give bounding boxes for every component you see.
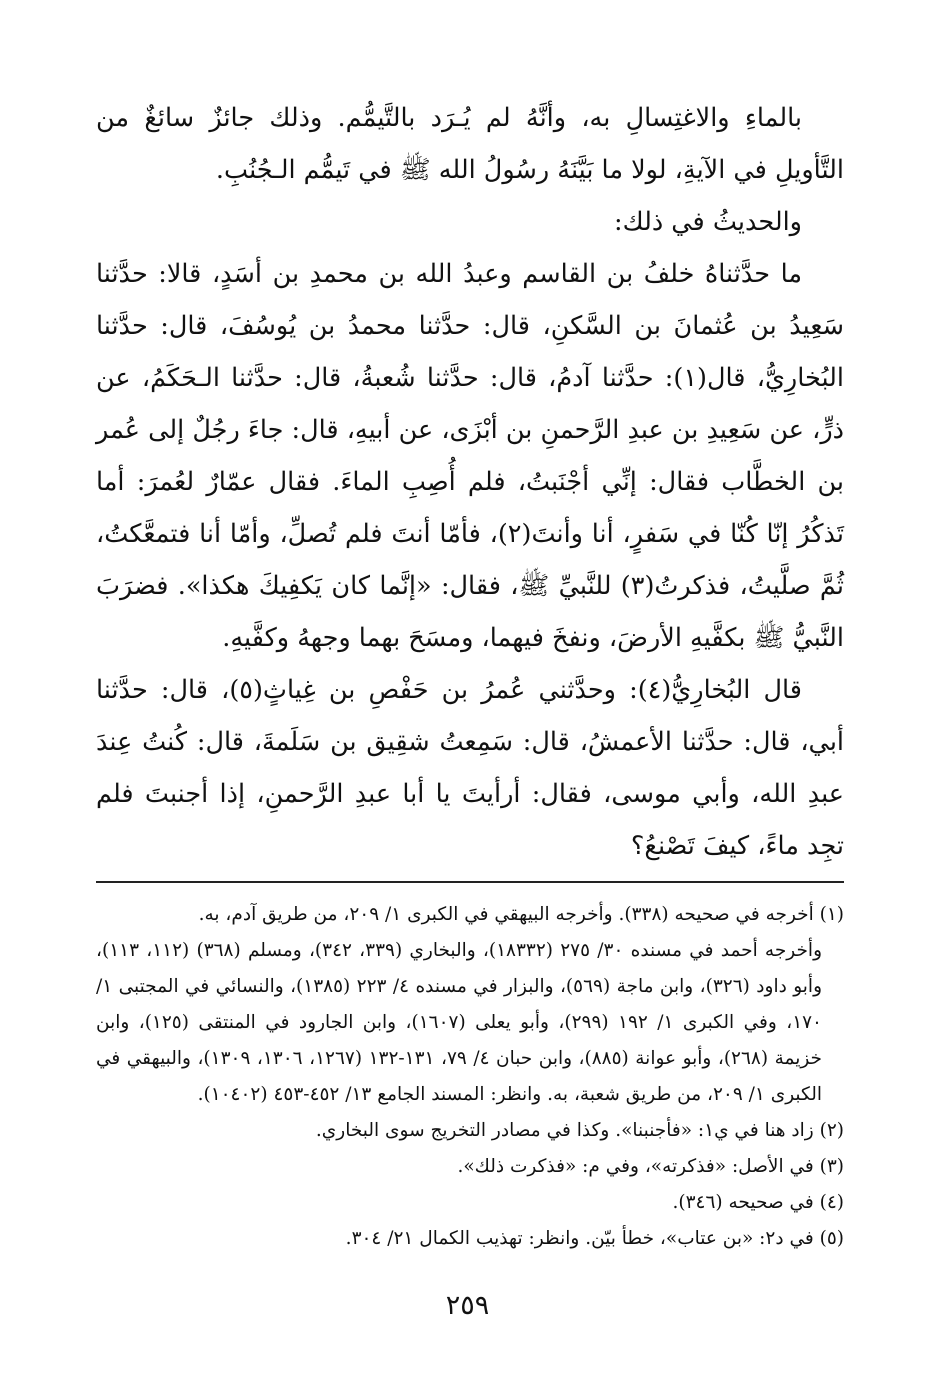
paragraph-hadith-heading: والحديثُ في ذلك: [613, 207, 802, 237]
page-content [96, 92, 844, 1257]
footnotes [96, 897, 844, 1257]
page-number: ٢٥٩ [445, 1290, 490, 1321]
paragraph-hadith-2: قال البُخارِيُّ(٤): وحدَّثني عُمرُ بن حَفْصِ بن غِياثٍ(٥)، قال: حدَّثنا أبي، قال: حدَّثنا الأعمشُ، قال: سَمِعتُ شقِيق بن سَلَمةَ، قال: كُنتُ عِندَ عبدِ الله، وأبي موسى، فقال: أرأيتَ يا أبا عبدِ الرَّحمنِ، إذا أجنبتَ فلم تجِد ماءً، كيفَ تَصْنعُ؟ [96, 675, 844, 861]
footnote-4: (٤) في صحيحه (٣٤٦). [672, 1192, 844, 1213]
footnote-divider [96, 881, 844, 883]
main-text [96, 92, 844, 872]
footnote-2: (٢) زاد هنا في ي١: «فأجنبنا». وكذا في مصادر التخريج سوى البخاري. [315, 1120, 844, 1141]
footnote-1: (١) أخرجه في صحيحه (٣٣٨). وأخرجه البيهقي في الكبرى ١/ ٢٠٩، من طريق آدم، به. [198, 904, 844, 925]
paragraph-hadith-1: ما حدَّثناهُ خلفُ بن القاسم وعبدُ الله بن محمدِ بن أسَدٍ، قالا: حدَّثنا سَعِيدُ بن عُثمانَ بن السَّكنِ، قال: حدَّثنا محمدُ بن يُوسُفَ، قال: حدَّثنا البُخارِيُّ، قال(١): حدَّثنا آدمُ، قال: حدَّثنا شُعبةُ، قال: حدَّثنا الـحَكَمُ، عن ذرٍّ، عن سَعِيدِ بن عبدِ الرَّحمنِ بن أبْزَى، عن أبيهِ، قال: جاءَ رجُلٌ إلى عُمر بن الخطَّاب فقال: إنِّي أجْنَبتُ، فلم أُصِبِ الماءَ. فقال عمّارٌ لعُمرَ: أما تَذكُرُ إنّا كُنّا في سَفرٍ، أنا وأنتَ(٢)، فأمّا أنتَ فلم تُصلِّ، وأمّا أنا فتمعَّكتُ، ثُمَّ صلَّيتُ، فذكرتُ(٣) للنَّبيِّ ﷺ، فقال: «إنَّما كان يَكفِيكَ هكذا». فضرَبَ النَّبيُّ ﷺ بكفَّيهِ الأرضَ، ونفخَ فيهما، ومسَحَ بهما وجههُ وكفَّيهِ. [96, 259, 844, 653]
footnote-3: (٣) في الأصل: «فذكرته»، وفي م: «فذكرت ذلك». [457, 1156, 844, 1177]
paragraph-intro: بالماءِ والاغتِسالِ به، وأنَّهُ لم يُـرَد بالتَّيمُّم. وذلك جائزٌ سائغٌ من التَّأويلِ في الآيةِ، لولا ما بَيَّنَهُ رسُولُ الله ﷺ في تَيمُّم الـجُنُبِ. [96, 103, 844, 185]
footnote-5: (٥) في د٢: «بن عتاب»، خطأ بيّن. وانظر: تهذيب الكمال ٢١/ ٣٠٤. [345, 1228, 844, 1249]
footnote-1-continued: وأخرجه أحمد في مسنده ٣٠/ ٢٧٥ (١٨٣٣٢)، والبخاري (٣٣٩، ٣٤٢)، ومسلم (٣٦٨) (١١٢، ١١٣)، وأبو داود (٣٢٦)، وابن ماجة (٥٦٩)، والبزار في مسنده ٤/ ٢٢٣ (١٣٨٥)، والنسائي في المجتبى ١/ ١٧٠، وفي الكبرى ١/ ١٩٢ (٢٩٩)، وأبو يعلى (١٦٠٧)، وابن الجارود في المنتقى (١٢٥)، وابن خزيمة (٢٦٨)، وأبو عوانة (٨٨٥)، وابن حبان ٤/ ٧٩، ١٣١-١٣٢ (١٢٦٧، ١٣٠٦، ١٣٠٩)، والبيهقي في الكبرى ١/ ٢٠٩، من طريق شعبة، به. وانظر: المسند الجامع ١٣/ ٤٥٢-٤٥٣ (١٠٤٠٢). [96, 940, 823, 1105]
